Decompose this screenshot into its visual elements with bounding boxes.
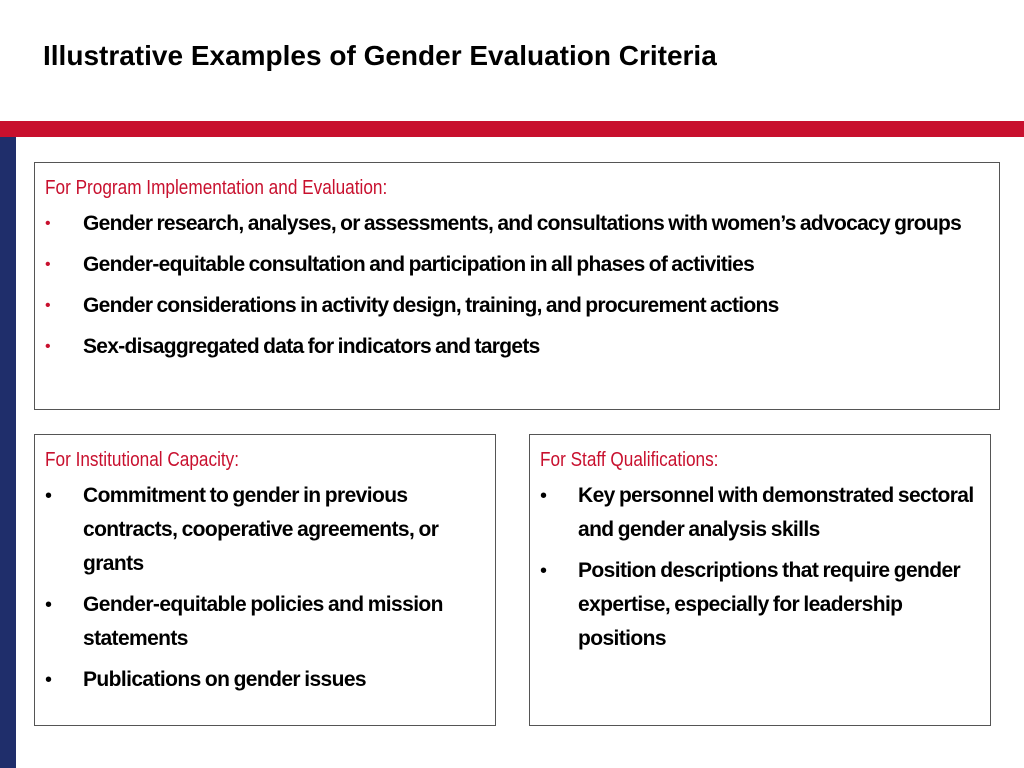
institutional-bullet-list xyxy=(45,479,485,697)
staff-heading: For Staff Qualifications: xyxy=(540,449,719,471)
list-item xyxy=(540,479,980,547)
bullet-text: Publications on gender issues xyxy=(83,668,367,691)
program-implementation-box xyxy=(34,162,1000,410)
bullet-icon: • xyxy=(540,485,548,507)
bullet-text: Commitment to gender in previous contracts, cooperative agreements, or grants xyxy=(83,484,439,575)
staff-bullet-list xyxy=(540,479,980,656)
staff-qualifications-box xyxy=(529,434,991,726)
program-heading: For Program Implementation and Evaluation: xyxy=(45,177,388,199)
bullet-icon: • xyxy=(45,485,53,507)
list-item xyxy=(45,330,989,364)
list-item xyxy=(45,588,485,656)
bullet-text: Gender-equitable consultation and participation in all phases of activities xyxy=(83,253,755,276)
header-red-band xyxy=(0,121,1024,137)
program-bullet-list xyxy=(45,207,989,364)
bullet-icon: • xyxy=(45,669,53,691)
institutional-capacity-box xyxy=(34,434,496,726)
list-item xyxy=(45,479,485,581)
bullet-text: Gender-equitable policies and mission statements xyxy=(83,593,443,650)
bullet-icon: • xyxy=(45,297,51,314)
list-item xyxy=(45,248,989,282)
bullet-icon: • xyxy=(45,594,53,616)
list-item xyxy=(45,289,989,323)
bullet-icon: • xyxy=(45,215,51,232)
bullet-text: Key personnel with demonstrated sectoral and gender analysis skills xyxy=(578,484,974,541)
left-navy-band xyxy=(0,137,16,768)
bullet-text: Gender considerations in activity design, training, and procurement actions xyxy=(83,294,779,317)
list-item xyxy=(45,207,989,241)
bullet-text: Sex-disaggregated data for indicators and targets xyxy=(83,335,540,358)
bullet-icon: • xyxy=(540,560,548,582)
institutional-heading: For Institutional Capacity: xyxy=(45,449,240,471)
list-item xyxy=(45,663,485,697)
bullet-icon: • xyxy=(45,338,51,355)
bullet-text: Position descriptions that require gender expertise, especially for leadership positions xyxy=(578,559,961,650)
slide-title: Illustrative Examples of Gender Evaluation Criteria xyxy=(43,40,717,71)
bullet-text: Gender research, analyses, or assessments, and consultations with women’s advocacy groups xyxy=(83,212,962,235)
list-item xyxy=(540,554,980,656)
bullet-icon: • xyxy=(45,256,51,273)
